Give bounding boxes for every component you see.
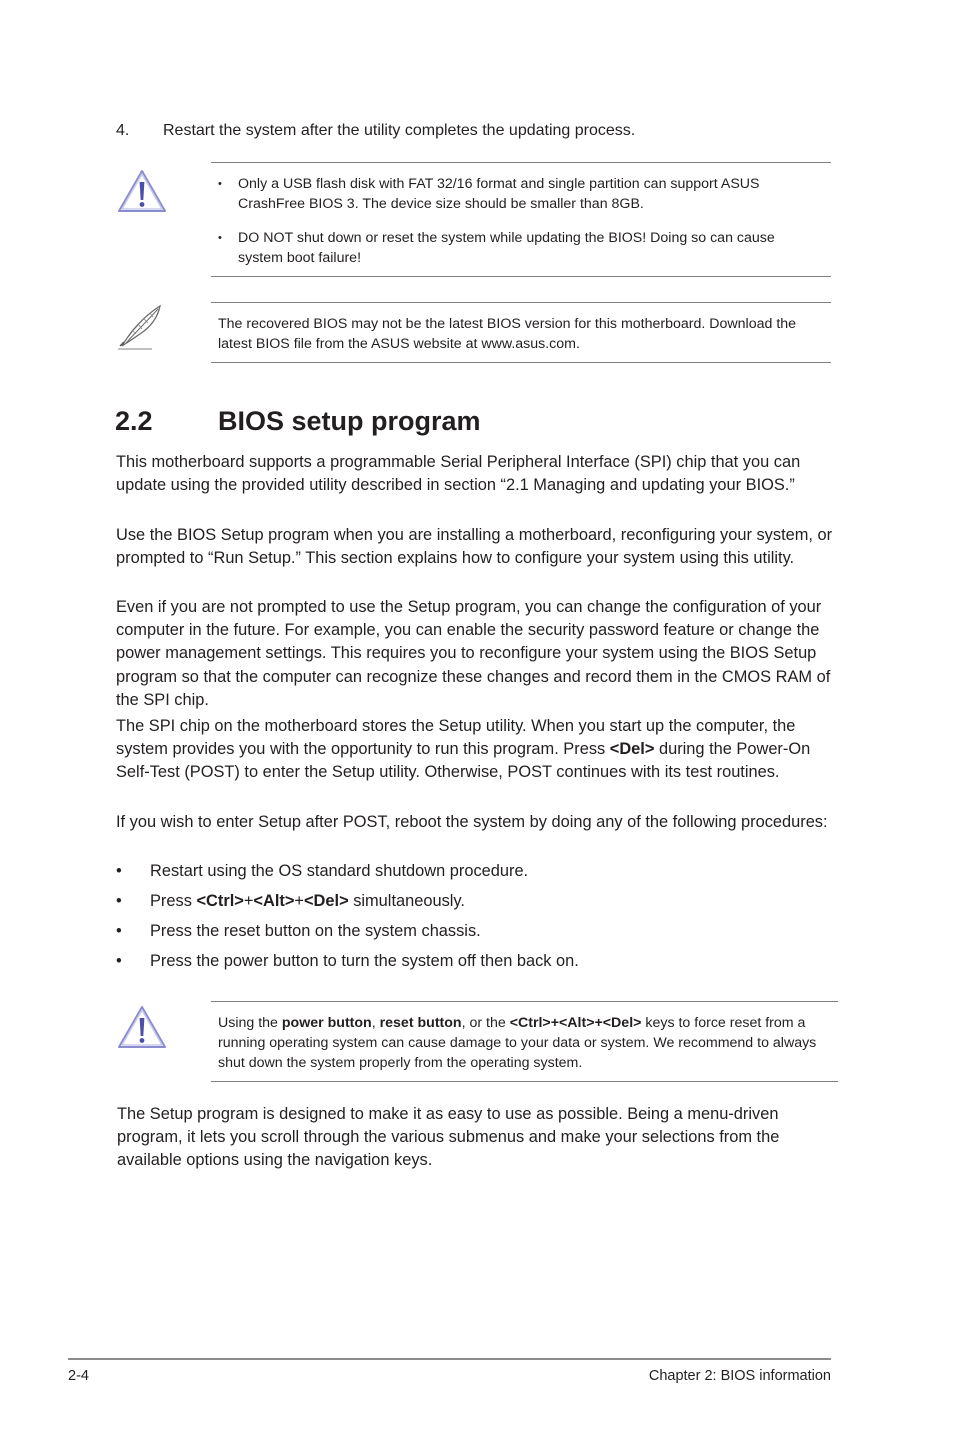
caution-bullet-1: • Only a USB flash disk with FAT 32/16 format and single partition can support ASUS CrashFree BIOS 3. The device size should be smaller than 8GB. [218, 176, 760, 212]
list-item: • Press the reset button on the system chassis. [116, 922, 481, 940]
caution-text: Using the power button, reset button, or the <Ctrl>+<Alt>+<Del> keys to force reset from a running operating system can cause damage to your data or system. We recommend to always shut down the system properly from the operating system. [218, 1015, 817, 1071]
chapter-title: Chapter 2: BIOS information [648, 1368, 831, 1384]
section-title: BIOS setup program [218, 406, 481, 436]
caution-bottom-rule [211, 276, 831, 277]
list-item: • Restart using the OS standard shutdown procedure. [116, 862, 529, 880]
paragraph-5: If you wish to enter Setup after POST, reboot the system by doing any of the following procedures: [116, 813, 828, 831]
step-number: 4. [116, 122, 130, 139]
step-text: Restart the system after the utility completes the updating process. [163, 122, 636, 139]
warning-triangle-icon [116, 168, 168, 214]
section-number: 2.2 [115, 406, 153, 436]
warning-triangle-icon [116, 1004, 168, 1050]
note-top-rule [211, 302, 831, 303]
caution-top-rule [211, 1001, 838, 1002]
paragraph-2: Use the BIOS Setup program when you are installing a motherboard, reconfiguring your system, or prompted to “Run Setup.” This section explains how to configure your system using this utility. [116, 526, 833, 568]
caution-bottom-rule [211, 1081, 838, 1082]
paragraph-4: The SPI chip on the motherboard stores the Setup utility. When you start up the computer, the system provides you with the opportunity to run this program. Press <Del> during the Power-On Self-Test (POST) to enter the Setup utility. Otherwise, POST continues with its test routines. [116, 717, 811, 782]
footer-rule [68, 1358, 831, 1360]
list-item: • Press <Ctrl>+<Alt>+<Del> simultaneously. [116, 892, 465, 910]
caution-bullet-2: • DO NOT shut down or reset the system while updating the BIOS! Doing so can cause system boot failure! [218, 230, 775, 266]
paragraph-3: Even if you are not prompted to use the Setup program, you can change the configuration of your computer in the future. For example, you can enable the security password feature or change the power management settings. This requires you to reconfigure your system using the BIOS Setup program so that the computer can recognize these changes and record them in the CMOS RAM of the SPI chip. [116, 598, 831, 709]
list-item: • Press the power button to turn the system off then back on. [116, 952, 579, 970]
note-bottom-rule [211, 362, 831, 363]
section-heading [115, 403, 481, 439]
paragraph-1: This motherboard supports a programmable Serial Peripheral Interface (SPI) chip that you can update using the provided utility described in section “2.1 Managing and updating your BIOS.” [116, 453, 801, 495]
del-key: <Del> [609, 740, 655, 759]
step-4 [116, 121, 635, 141]
closing-paragraph: The Setup program is designed to make it as easy to use as possible. Being a menu-driven program, it lets you scroll through the various submenus and make your selections from the available options using the navigation keys. [117, 1105, 780, 1170]
feather-pen-note-icon [114, 302, 164, 352]
caution-top-rule [211, 162, 831, 163]
page-number: 2-4 [68, 1368, 89, 1384]
note-text: The recovered BIOS may not be the latest BIOS version for this motherboard. Download the latest BIOS file from the ASUS website at www.asus.com. [218, 316, 797, 352]
